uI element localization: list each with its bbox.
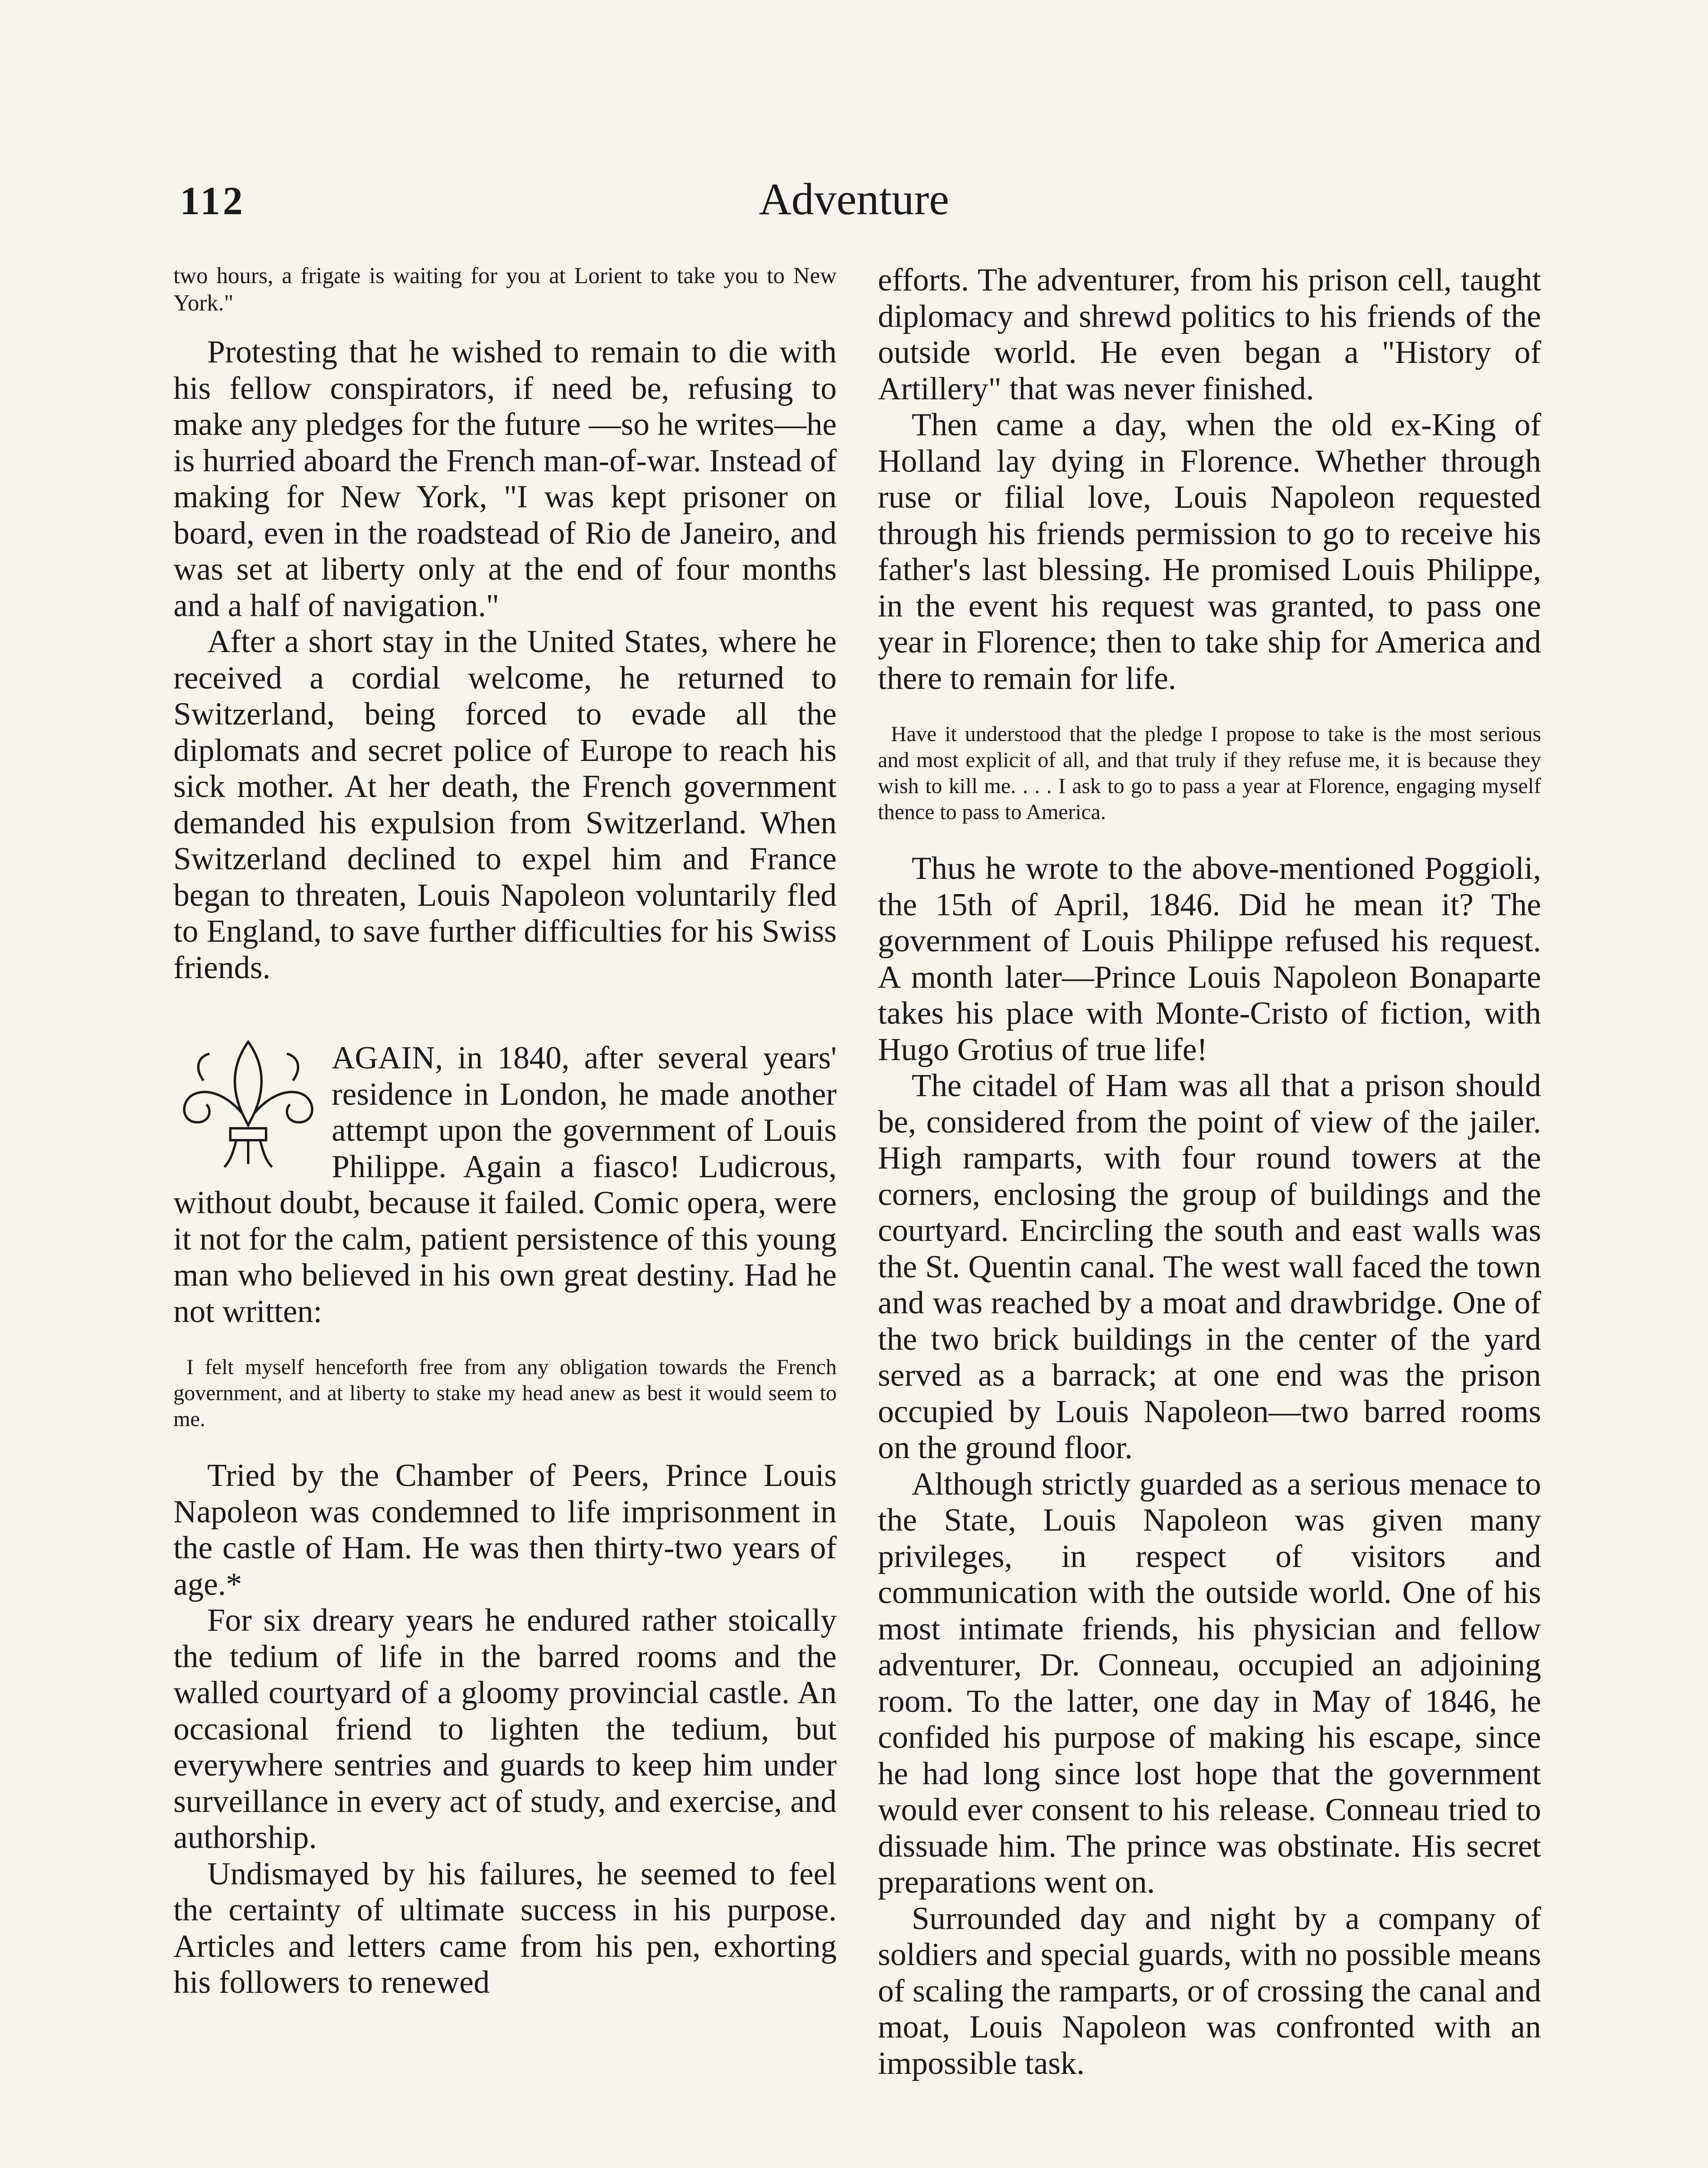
paragraph: Then came a day, when the old ex-King of Holland lay dying in Florence. Whether through ruse or filial love, Louis Napoleon requested through his friends permission to go to receive his father's last blessing. He promised Louis Philippe, in the event his request was granted, to pass one year in Florence; then to take ship for America and there to remain for life. [878, 407, 1541, 696]
section-opening [173, 1040, 837, 1330]
paragraph: For six dreary years he endured rather stoically the tedium of life in the barred rooms and the walled courtyard of a gloomy provincial castle. An occasional friend to lighten the tedium, but everywhere sentries and guards to keep him under surveillance in every act of study, and exercise, and authorship. [173, 1603, 837, 1855]
paragraph: Undismayed by his failures, he seemed to feel the certainty of ultimate success in his purpose. Articles and letters came from his pen, exhorting his followers to renewed [173, 1856, 837, 2000]
paragraph: two hours, a frigate is waiting for you at Lorient to take you to New York." [173, 263, 837, 316]
paragraph: The citadel of Ham was all that a prison should be, considered from the point of view of the jailer. High ramparts, with four round towers at the corners, enclosing the group of buildings and the courtyard. Encircling the south and east walls was the St. Quentin canal. The west wall faced the town and was reached by a moat and drawbridge. One of the two brick buildings in the center of the yard served as a barrack; at one end was the prison occupied by Louis Napoleon—two barred rooms on the ground floor. [878, 1068, 1541, 1466]
paragraph: Surrounded day and night by a company of soldiers and special guards, with no possible means of scaling the ramparts, or of crossing the canal and moat, Louis Napoleon was confronted with an impossible task. [878, 1900, 1541, 2081]
paragraph: Thus he wrote to the above-mentioned Poggioli, the 15th of April, 1846. Did he mean it? The government of Louis Philippe refused his request. A month later—Prince Louis Napoleon Bonaparte takes his place with Monte-Cristo of fiction, with Hugo Grotius of true life! [878, 851, 1541, 1068]
paragraph: AGAIN, in 1840, after several years' residence in London, he made another attempt upon the government of Louis Philippe. Again a fiasco! Ludicrous, without doubt, because it failed. Comic opera, were it not for the calm, patient persistence of this young man who believed in his own great destiny. Had he not written: [173, 1040, 837, 1329]
page-header [173, 169, 1535, 234]
paragraph: efforts. The adventurer, from his prison cell, taught diplomacy and shrewd politics to his friends of the outside world. He even began a "History of Artillery" that was never finished. [878, 262, 1541, 407]
paragraph: Protesting that he wished to remain to die with his fellow conspirators, if need be, refusing to make any pledges for the future —so he writes—he is hurried aboard the French man-of-war. Instead of making for New York, "I was kept prisoner on board, even in the roadstead of Rio de Janeiro, and was set at liberty only at the end of four months and a half of navigation." [173, 334, 837, 624]
fleur-de-lis-icon [173, 1036, 323, 1179]
magazine-title: Adventure [759, 174, 949, 224]
block-quote: I felt myself henceforth free from any obligation towards the French government, and at liberty to stake my head anew as best it would seem to me. [173, 1355, 837, 1431]
paragraph: Although strictly guarded as a serious menace to the State, Louis Napoleon was given many privileges, in respect of visitors and communication with the outside world. One of his most intimate friends, his physician and fellow adventurer, Dr. Conneau, occupied an adjoining room. To the latter, one day in May of 1846, he confided his purpose of making his escape, since he had long since lost hope that the government would ever consent to his release. Conneau tried to dissuade him. The prince was obstinate. His secret preparations went on. [878, 1466, 1541, 1900]
paragraph: Tried by the Chamber of Peers, Prince Louis Napoleon was condemned to life imprisonment in the castle of Ham. He was then thirty-two years of age.* [173, 1458, 837, 1602]
page-number: 112 [180, 179, 245, 223]
right-column [878, 262, 1541, 2082]
paragraph: After a short stay in the United States, where he received a cordial welcome, he returned to Switzerland, being forced to evade all the diplomats and secret police of Europe to reach his sick mother. At her death, the French government demanded his expulsion from Switzerland. When Switzerland declined to expel him and France began to threaten, Louis Napoleon voluntarily fled to England, to save further difficulties for his Swiss friends. [173, 624, 837, 986]
block-quote: Have it understood that the pledge I propose to take is the most serious and most explicit of all, and that truly if they refuse me, it is because they wish to kill me. . . . I ask to go to pass a year at Florence, engaging myself thence to pass to America. [878, 722, 1541, 824]
left-column [173, 262, 837, 2001]
